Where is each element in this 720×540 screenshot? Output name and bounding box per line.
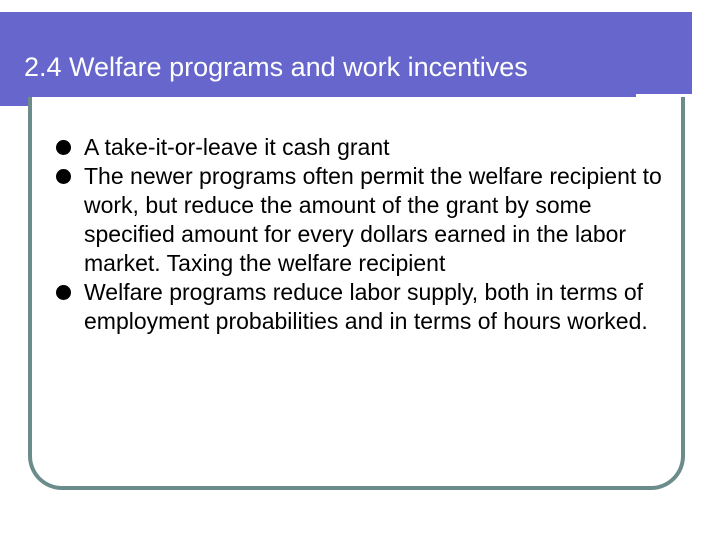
bullet-dot-icon: [56, 140, 71, 155]
slide-title: 2.4 Welfare programs and work incentives: [24, 52, 528, 82]
bullet-text: Welfare programs reduce labor supply, both in terms of employment probabilities and in terms of hours worked.: [84, 279, 648, 334]
bullet-dot-icon: [56, 169, 71, 184]
bullet-item: [56, 278, 676, 336]
bullet-text: The newer programs often permit the welfare recipient to work, but reduce the amount of the grant by some specified amount for every dollars earned in the labor market. Taxing the welfare recipient: [84, 163, 662, 276]
title-bar: [0, 12, 692, 106]
bullet-item: [56, 133, 676, 162]
bullet-dot-icon: [56, 285, 71, 300]
bullet-item: [56, 162, 676, 278]
bullet-text: A take-it-or-leave it cash grant: [84, 134, 390, 160]
bullet-list: [56, 133, 676, 336]
